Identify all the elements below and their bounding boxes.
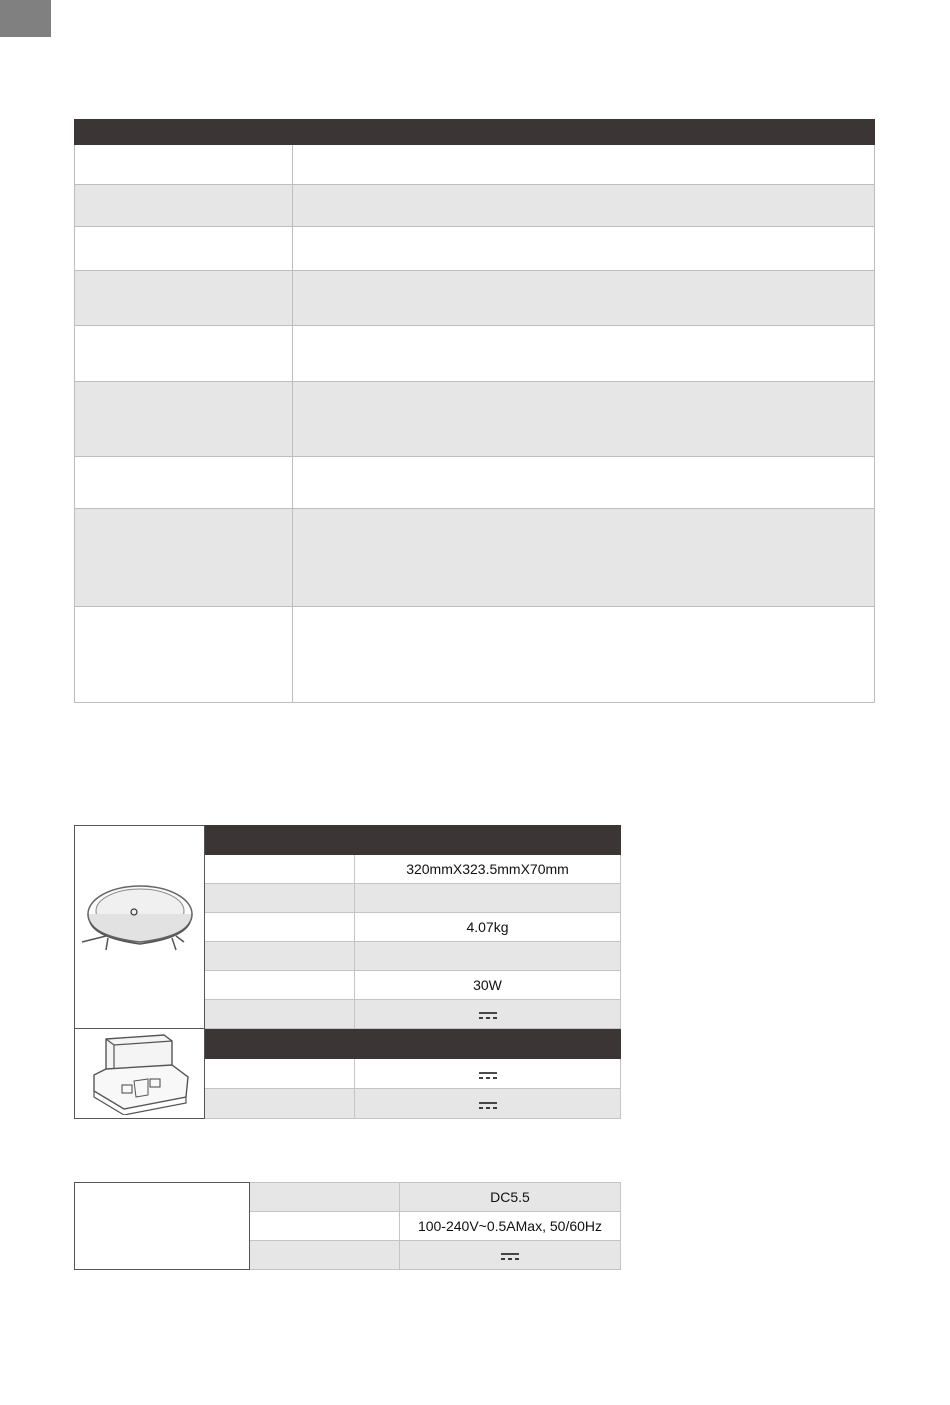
spec-value-dc [355, 1000, 621, 1029]
table-row [75, 185, 875, 227]
problem-cell [75, 145, 293, 185]
specifications-table [74, 825, 621, 1119]
dock-image-cell [75, 1029, 205, 1119]
table-row [75, 145, 875, 185]
dc-symbol-icon [500, 1251, 520, 1261]
problem-cell [75, 271, 293, 326]
solution-cell [293, 145, 875, 185]
spec-label [205, 913, 355, 942]
solution-cell [293, 227, 875, 271]
solution-cell [293, 185, 875, 227]
dc-symbol-icon [478, 1100, 498, 1110]
table-row [75, 382, 875, 457]
problem-cell [75, 326, 293, 382]
robot-header-value [355, 826, 621, 855]
spec-value-power: 30W [355, 971, 621, 1000]
charging-dock-illustration [76, 1029, 204, 1115]
adapter-table [74, 1182, 621, 1270]
adapter-value-output-plug: DC5.5 [400, 1183, 621, 1212]
spec-label [205, 1089, 355, 1119]
spec-label [205, 1059, 355, 1089]
dock-header-value [355, 1029, 621, 1059]
spec-value [355, 884, 621, 913]
problem-cell [75, 509, 293, 607]
problem-cell [75, 457, 293, 509]
adapter-label [250, 1241, 400, 1270]
table-row [75, 509, 875, 607]
dc-symbol-icon [478, 1010, 498, 1020]
spec-value-weight: 4.07kg [355, 913, 621, 942]
solution-cell [293, 607, 875, 703]
spec-label [205, 942, 355, 971]
header-cell-solution [293, 120, 875, 145]
dc-symbol-icon [478, 1070, 498, 1080]
adapter-row [75, 1183, 621, 1212]
solution-cell [293, 271, 875, 326]
header-cell-problem [75, 120, 293, 145]
robot-header-label [205, 826, 355, 855]
spec-value-dc [355, 1059, 621, 1089]
dock-header-label [205, 1029, 355, 1059]
adapter-label-cell [75, 1183, 250, 1270]
robot-header-row [75, 826, 621, 855]
table-row [75, 326, 875, 382]
spec-value [355, 942, 621, 971]
table-header-row [75, 120, 875, 145]
table-row [75, 227, 875, 271]
table-row [75, 271, 875, 326]
robot-vacuum-illustration [76, 866, 204, 986]
spec-value-dimensions: 320mmX323.5mmX70mm [355, 855, 621, 884]
solution-cell [293, 382, 875, 457]
solution-cell [293, 509, 875, 607]
solution-cell [293, 457, 875, 509]
page-corner-tab [0, 0, 51, 37]
problem-cell [75, 607, 293, 703]
spec-label [205, 1000, 355, 1029]
solution-cell [293, 326, 875, 382]
adapter-label [250, 1212, 400, 1241]
problem-cell [75, 227, 293, 271]
spec-label [205, 884, 355, 913]
problem-cell [75, 185, 293, 227]
table-row [75, 457, 875, 509]
problem-cell [75, 382, 293, 457]
spec-value-dc [355, 1089, 621, 1119]
spec-label [205, 971, 355, 1000]
troubleshooting-table [74, 119, 875, 703]
adapter-value-input: 100-240V~0.5AMax, 50/60Hz [400, 1212, 621, 1241]
robot-image-cell [75, 826, 205, 1029]
table-row [75, 607, 875, 703]
spec-label [205, 855, 355, 884]
adapter-label [250, 1183, 400, 1212]
dock-header-row [75, 1029, 621, 1059]
adapter-value-dc [400, 1241, 621, 1270]
